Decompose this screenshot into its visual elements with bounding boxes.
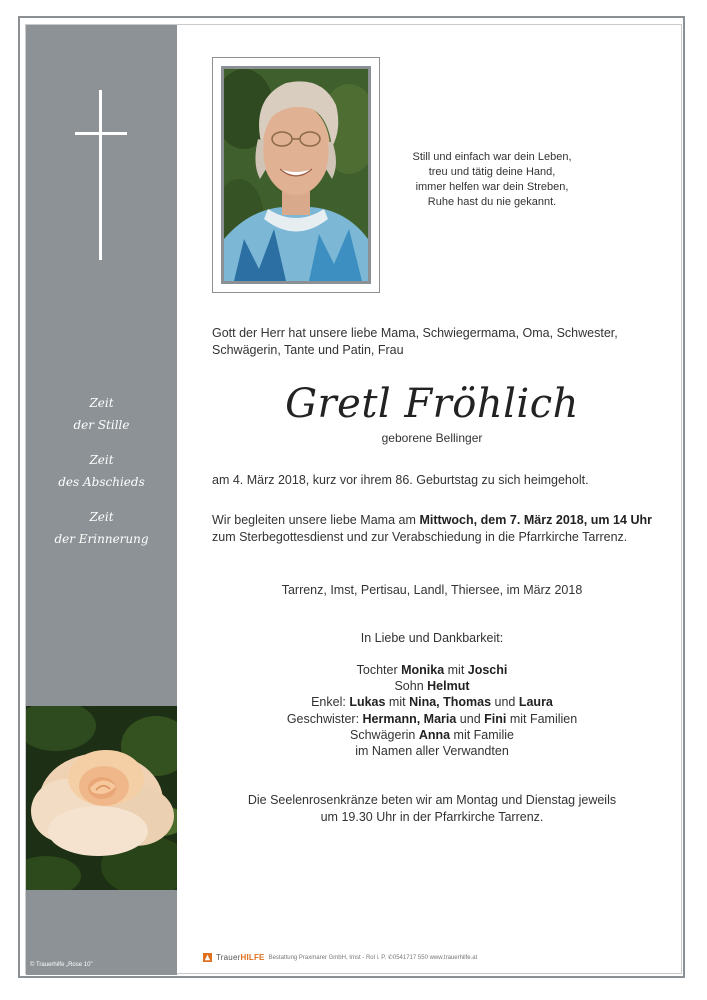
rosary-line: um 19.30 Uhr in der Pfarrkirche Tarrenz. <box>320 810 544 824</box>
portrait-illustration <box>224 69 368 281</box>
service-post: zum Sterbegottesdienst und zur Verabschiedung in die Pfarrkirche Tarrenz. <box>212 530 628 544</box>
label: Schwägerin <box>350 727 419 742</box>
label: Geschwister: <box>286 711 363 726</box>
poem-line: treu und tätig deine Hand, <box>428 166 556 178</box>
verse-abschieds <box>26 449 177 493</box>
gratitude: In Liebe und Dankbarkeit: <box>360 631 504 645</box>
mourners <box>212 662 652 759</box>
name: Laura <box>518 695 553 710</box>
label: Tochter <box>356 663 402 677</box>
name: Nina, Thomas <box>409 695 492 710</box>
mourner-daughter <box>212 662 652 678</box>
label: mit <box>444 663 468 677</box>
mourner-sister-in-law <box>212 727 652 743</box>
label: Sohn <box>394 679 428 694</box>
label: Enkel: <box>311 695 350 710</box>
name: Fini <box>484 711 507 726</box>
footer <box>203 950 477 964</box>
footer-text: Bestattung Praxmarer GmbH, Imst - Rol i. P. ✆0541717 550 www.trauerhilfe.at <box>268 954 478 961</box>
places-date: Tarrenz, Imst, Pertisau, Landl, Thiersee, im März 2018 <box>281 583 583 597</box>
brand-name <box>216 953 265 962</box>
mourner-son <box>212 678 652 694</box>
verse-line: der Stille <box>73 418 130 432</box>
label: mit Familie <box>450 727 514 742</box>
verse-line: Zeit <box>89 396 114 410</box>
service-pre: Wir begleiten unsere liebe Mama am <box>212 513 420 527</box>
verse-line: des Abschieds <box>58 475 145 489</box>
brand-part: HILFE <box>240 952 265 962</box>
verse-stille <box>26 392 177 436</box>
cross-icon-vertical <box>99 90 102 260</box>
intro-text: Gott der Herr hat unsere liebe Mama, Schwiegermama, Oma, Schwester, Schwägerin, Tante und Patin, Frau <box>212 326 618 357</box>
label: und <box>456 711 485 726</box>
verse-line: Zeit <box>89 453 114 467</box>
verse-erinnerung <box>26 506 177 550</box>
service-text <box>212 512 652 546</box>
label: mit Familien <box>506 711 578 726</box>
cross-icon-horizontal <box>75 132 127 135</box>
name: Hermann, Maria <box>362 711 457 726</box>
mourner-relatives: im Namen aller Verwandten <box>355 744 509 759</box>
rose-illustration <box>26 706 177 890</box>
poem-line: Still und einfach war dein Leben, <box>412 151 572 163</box>
poem <box>392 150 592 210</box>
label: mit <box>385 695 410 710</box>
poem-line: Ruhe hast du nie gekannt. <box>427 196 557 208</box>
service-date: Mittwoch, dem 7. März 2018, um 14 Uhr <box>419 513 652 527</box>
name: Joschi <box>467 663 508 677</box>
name: Helmut <box>427 679 470 694</box>
copyright: © Trauerhilfe „Rose 10" <box>30 962 93 968</box>
label: und <box>491 695 519 710</box>
rosary-note <box>212 792 652 826</box>
verse-line: der Erinnerung <box>54 532 149 546</box>
portrait-photo <box>221 66 371 284</box>
name: Anna <box>418 727 451 742</box>
deceased-name: Gretl Fröhlich <box>285 381 579 427</box>
verse-line: Zeit <box>89 510 114 524</box>
name: Monika <box>401 663 445 677</box>
mourner-grandchildren <box>212 694 652 710</box>
brand-part: Trauer <box>216 952 241 962</box>
mourner-siblings <box>212 711 652 727</box>
death-note: am 4. März 2018, kurz vor ihrem 86. Geburtstag zu sich heimgeholt. <box>212 473 589 487</box>
name: Lukas <box>349 695 386 710</box>
birth-name: geborene Bellinger <box>381 431 483 445</box>
rosary-line: Die Seelenrosenkränze beten wir am Montag und Dienstag jeweils <box>247 793 617 807</box>
rose-image <box>26 706 177 890</box>
poem-line: immer helfen war dein Streben, <box>415 181 569 193</box>
trauerhilfe-logo-icon <box>203 953 212 962</box>
